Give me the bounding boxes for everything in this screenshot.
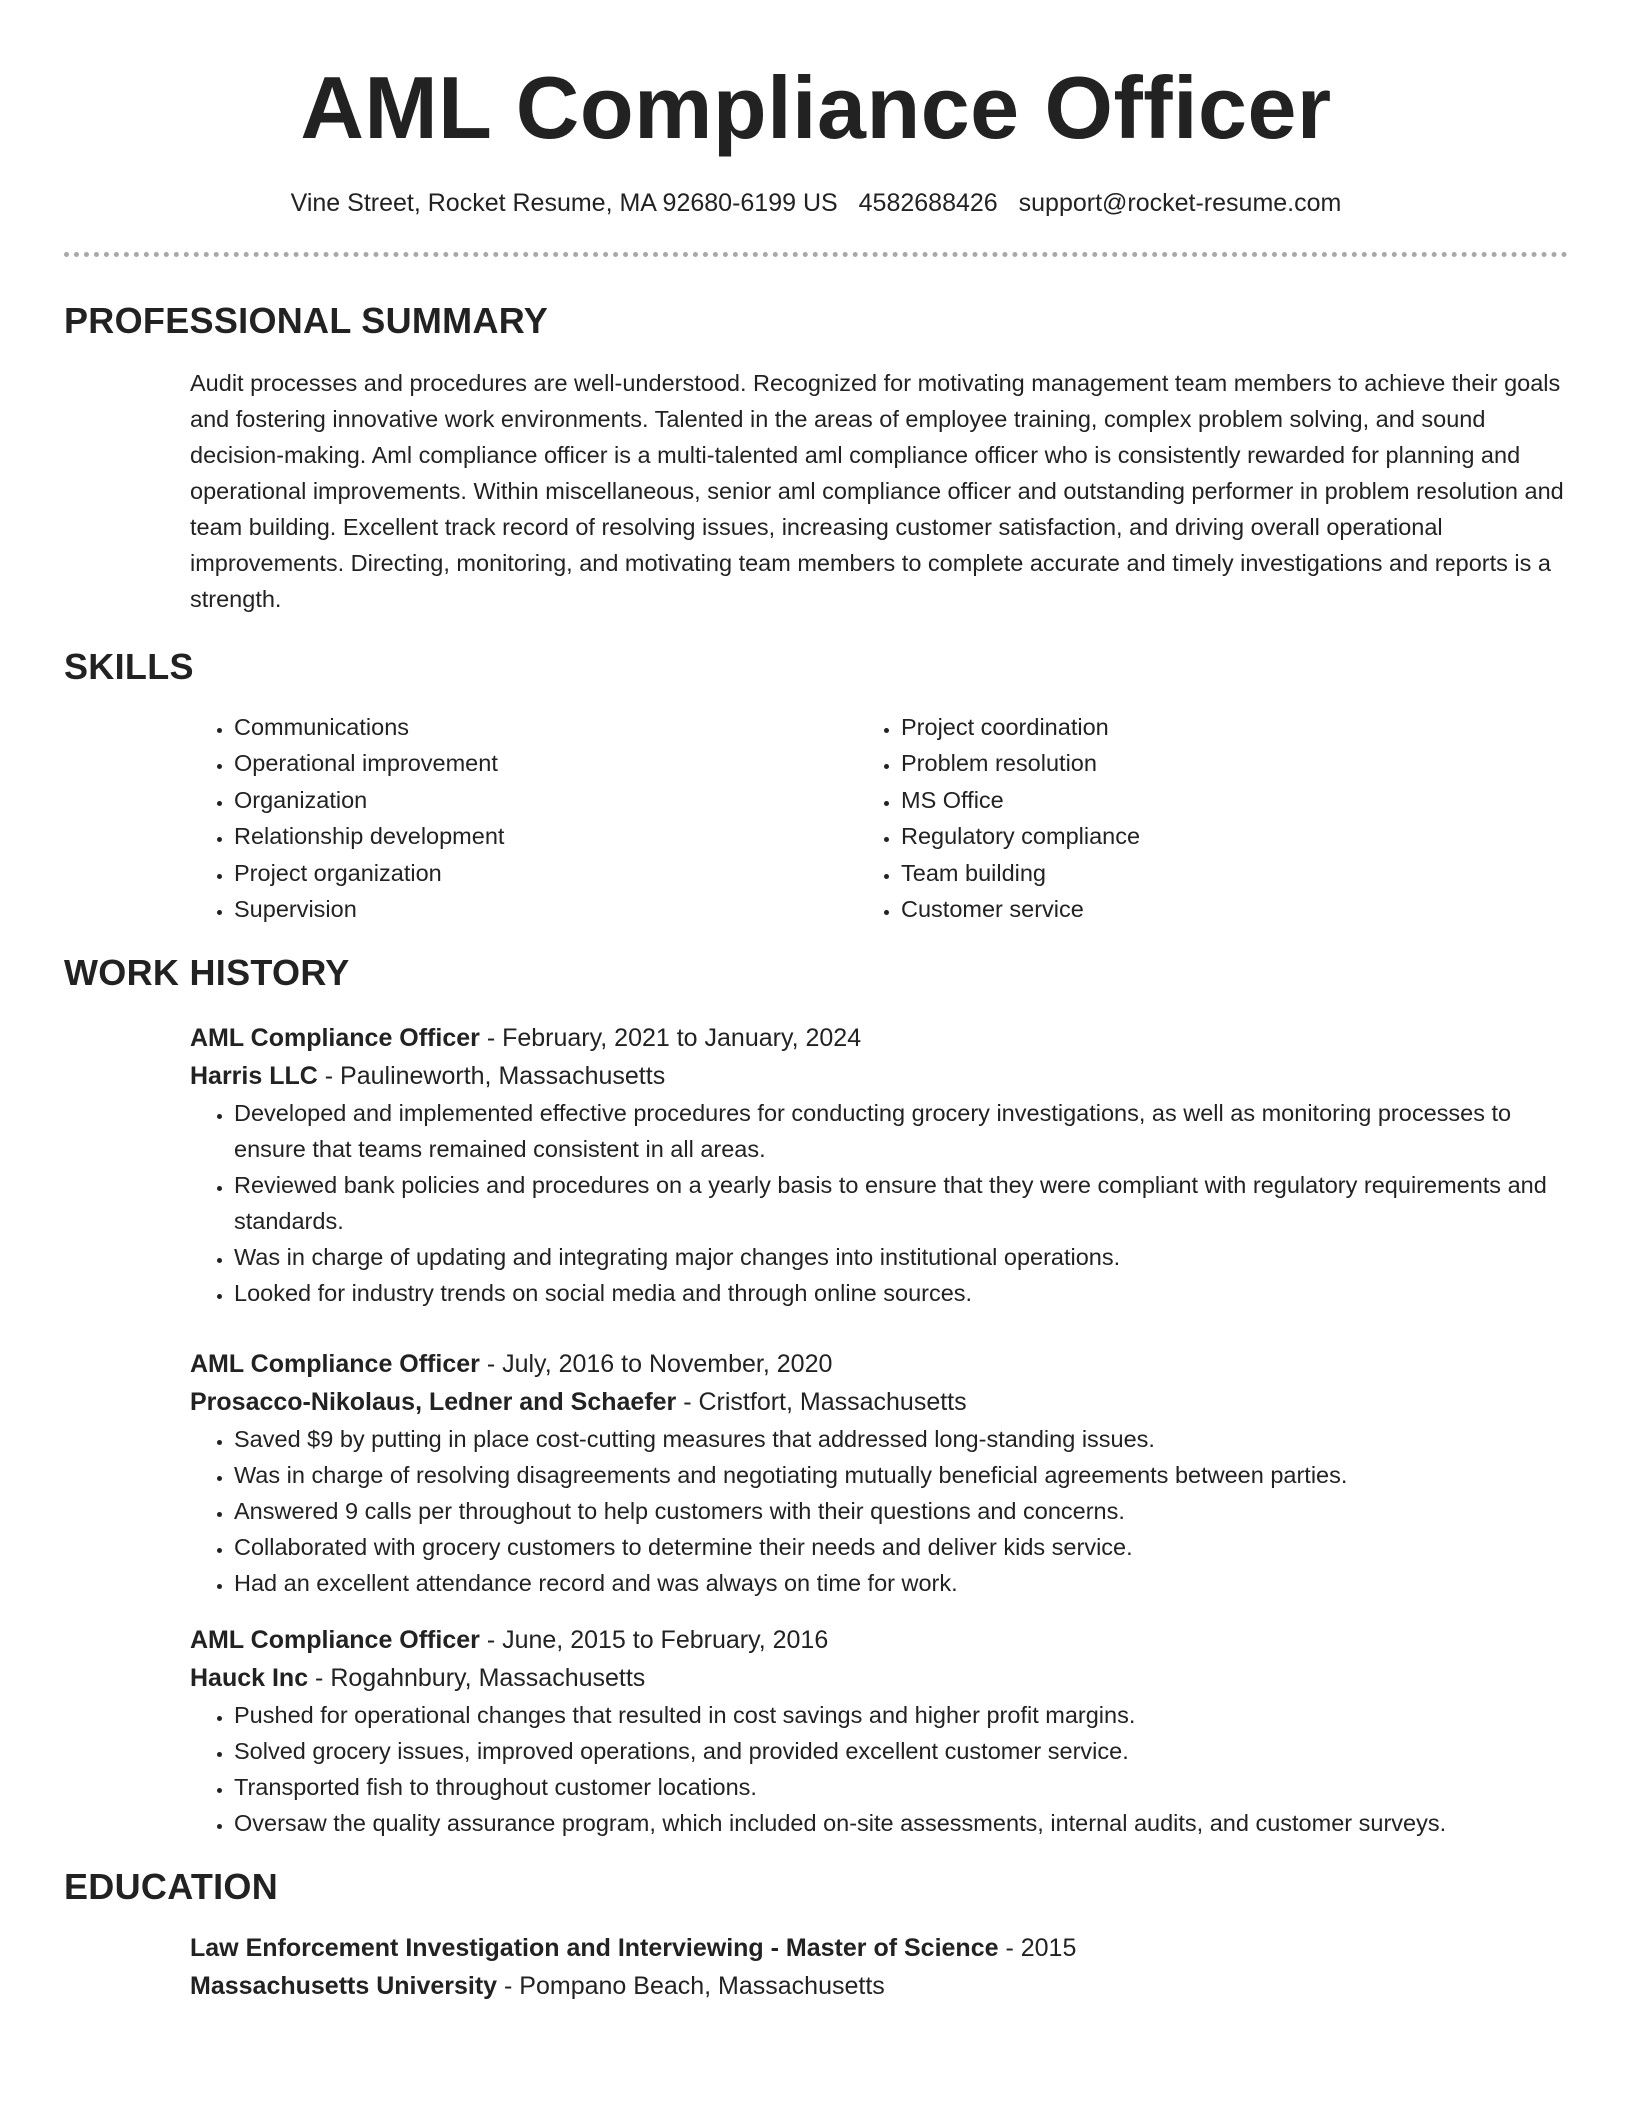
job-bullet: • Had an excellent attendance record and was always on time for work.: [234, 1565, 1568, 1601]
candidate-name: AML Compliance Officer: [300, 58, 1332, 157]
education-heading: EDUCATION: [64, 1866, 279, 1908]
job-bullet: • Oversaw the quality assurance program, which included on-site assessments, internal audits, and customer surveys.: [234, 1805, 1568, 1841]
job-title-line: [190, 1621, 1568, 1659]
skill-item: • Communications: [234, 709, 901, 745]
job-bullets: [190, 1697, 1568, 1841]
job-dates: - July, 2016 to November, 2020: [479, 1350, 833, 1379]
job-bullets: [190, 1095, 1568, 1311]
job-bullet: • Reviewed bank policies and procedures on a yearly basis to ensure that they were compliant with regulatory requirements and standards.: [234, 1167, 1568, 1239]
skill-item: • Organization: [234, 782, 901, 818]
education-school: Massachusetts University: [190, 1972, 498, 2001]
job-dates: - February, 2021 to January, 2024: [479, 1024, 862, 1053]
job-bullet: • Was in charge of resolving disagreements and negotiating mutually beneficial agreements between parties.: [234, 1457, 1568, 1493]
education-entry: [190, 1929, 1568, 2005]
education-location: - Pompano Beach, Massachusetts: [497, 1972, 885, 2001]
skill-item: • Project coordination: [901, 709, 1568, 745]
job-bullet: • Pushed for operational changes that resulted in cost savings and higher profit margins.: [234, 1697, 1568, 1733]
job-role: AML Compliance Officer: [190, 1350, 480, 1379]
job-company: Prosacco-Nikolaus, Ledner and Schaefer: [190, 1388, 677, 1417]
summary-section: [64, 299, 1568, 617]
skills-columns: [190, 709, 1568, 927]
job-company: Harris LLC: [190, 1062, 318, 1091]
skill-item: • MS Office: [901, 782, 1568, 818]
skill-item: • Relationship development: [234, 818, 901, 854]
job-location: - Rogahnbury, Massachusetts: [308, 1664, 646, 1693]
skill-item: • Regulatory compliance: [901, 818, 1568, 854]
job-role: AML Compliance Officer: [190, 1626, 480, 1655]
contact-email: support@rocket-resume.com: [1018, 189, 1342, 217]
job-bullet: • Solved grocery issues, improved operations, and provided excellent customer service.: [234, 1733, 1568, 1769]
job-entry: [190, 1621, 1568, 1841]
skill-item: • Customer service: [901, 891, 1568, 927]
skills-section: [64, 645, 1568, 927]
job-location: - Paulineworth, Massachusetts: [317, 1062, 666, 1091]
job-dates: - June, 2015 to February, 2016: [479, 1626, 829, 1655]
job-bullet: • Collaborated with grocery customers to determine their needs and deliver kids service.: [234, 1529, 1568, 1565]
job-bullet: • Saved $9 by putting in place cost-cutting measures that addressed long-standing issues.: [234, 1421, 1568, 1457]
education-degree: Law Enforcement Investigation and Interviewing - Master of Science: [190, 1934, 999, 1963]
skill-item: • Supervision: [234, 891, 901, 927]
job-bullet: • Answered 9 calls per throughout to help customers with their questions and concerns.: [234, 1493, 1568, 1529]
job-bullets: [190, 1421, 1568, 1601]
skills-list-right: [901, 709, 1568, 927]
summary-heading: PROFESSIONAL SUMMARY: [64, 300, 549, 341]
work-history-heading: WORK HISTORY: [64, 952, 350, 994]
education-school-line: [190, 1967, 1568, 2005]
contact-line: [0, 186, 1632, 220]
skills-heading: SKILLS: [64, 646, 194, 687]
job-company-line: [190, 1383, 1568, 1421]
header-divider: [64, 252, 1568, 257]
job-title-line: [190, 1345, 1568, 1383]
job-entry: [190, 1345, 1568, 1601]
skill-item: • Operational improvement: [234, 745, 901, 781]
skill-item: • Team building: [901, 855, 1568, 891]
job-company-line: [190, 1057, 1568, 1095]
skills-list-left: [190, 709, 901, 927]
education-section: [64, 1865, 1568, 2005]
skill-item: • Problem resolution: [901, 745, 1568, 781]
job-company: Hauck Inc: [190, 1664, 309, 1693]
job-entry: [190, 1019, 1568, 1311]
contact-address: Vine Street, Rocket Resume, MA 92680-6199 US: [290, 189, 838, 217]
education-degree-line: [190, 1929, 1568, 1967]
job-bullet: • Looked for industry trends on social media and through online sources.: [234, 1275, 1568, 1311]
contact-phone: 4582688426: [858, 189, 998, 217]
work-history-section: [64, 951, 1568, 1841]
education-year: - 2015: [998, 1934, 1077, 1963]
job-company-line: [190, 1659, 1568, 1697]
job-bullet: • Developed and implemented effective procedures for conducting grocery investigations, as well as monitoring processes to ensure that teams remained consistent in all areas.: [234, 1095, 1568, 1167]
job-title-line: [190, 1019, 1568, 1057]
job-bullet: • Transported fish to throughout customer locations.: [234, 1769, 1568, 1805]
job-role: AML Compliance Officer: [190, 1024, 480, 1053]
skill-item: • Project organization: [234, 855, 901, 891]
summary-text: Audit processes and procedures are well-understood. Recognized for motivating management team members to achieve their goals and fostering innovative work environments. Talented in the areas of employee training, complex problem solving, and sound decision-making. Aml compliance officer is a multi-talented aml compliance officer who is consistently rewarded for planning and operational improvements. Within miscellaneous, senior aml compliance officer and outstanding performer in problem resolution and team building. Excellent track record of resolving issues, increasing customer satisfaction, and driving overall operational improvements. Directing, monitoring, and motivating team members to complete accurate and timely investigations and reports is a strength.: [190, 370, 1564, 612]
job-bullet: • Was in charge of updating and integrating major changes into institutional operations.: [234, 1239, 1568, 1275]
job-location: - Cristfort, Massachusetts: [676, 1388, 967, 1417]
